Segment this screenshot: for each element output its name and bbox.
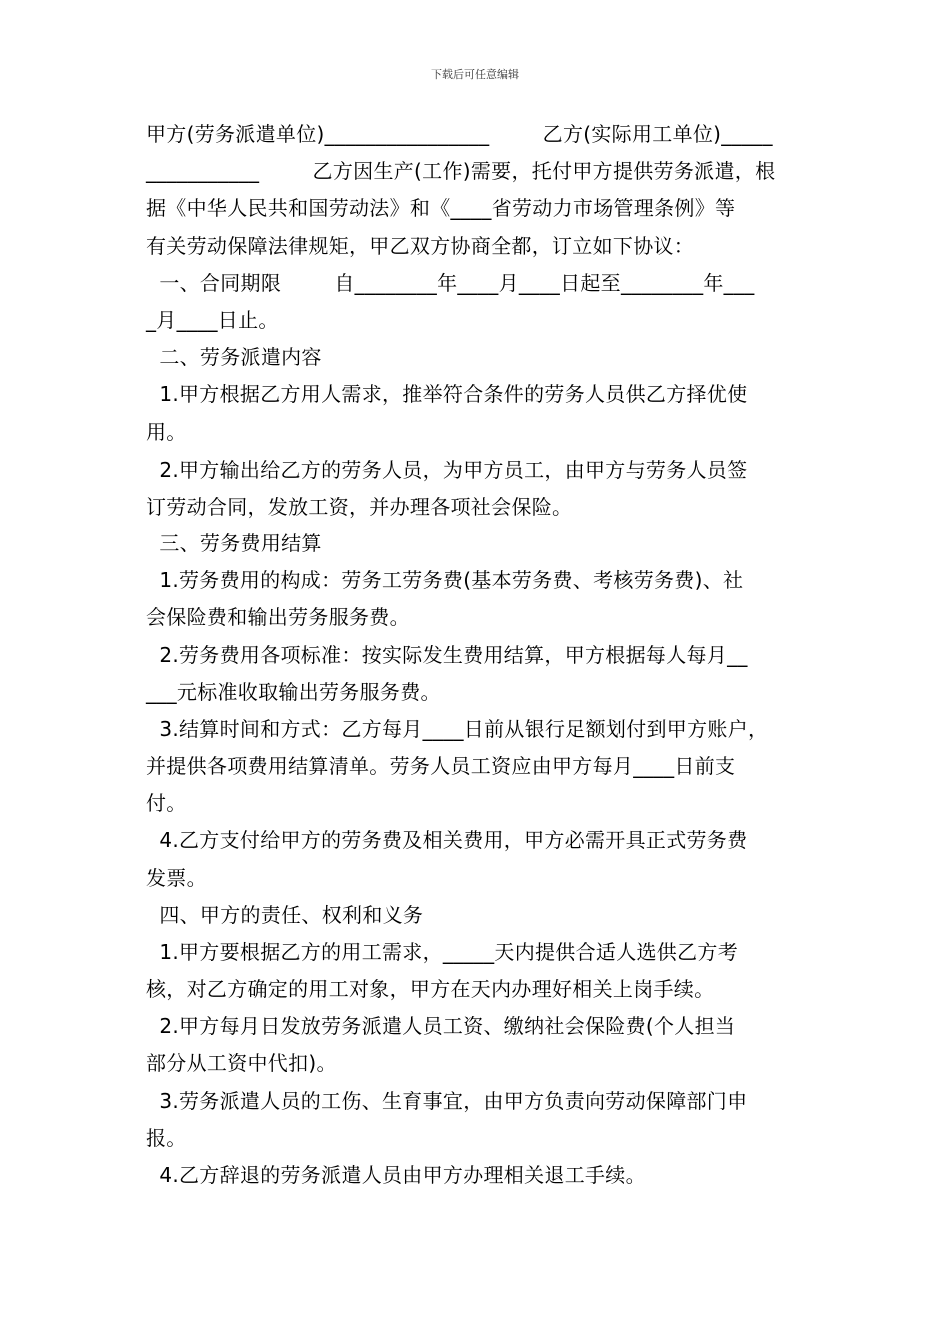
text-line: 核，对乙方确定的用工对象，甲方在天内办理好相关上岗手续。 — [146, 977, 715, 1001]
text-line: 2.甲方每月日发放劳务派遣人员工资、缴纳社会保险费(个人担当 — [146, 1014, 736, 1038]
text-line: 用。 — [146, 420, 187, 444]
text-line: 订劳动合同，发放工资，并办理各项社会保险。 — [146, 495, 573, 519]
text-line: ___________ 乙方因生产(工作)需要，托付甲方提供劳务派遣，根 — [146, 159, 776, 183]
text-line: 有关劳动保障法律规矩，甲乙双方协商全都，订立如下协议： — [146, 234, 695, 258]
text-line: 4.乙方辞退的劳务派遣人员由甲方办理相关退工手续。 — [146, 1163, 646, 1187]
text-line: 2.甲方输出给乙方的劳务人员，为甲方员工，由甲方与劳务人员签 — [146, 458, 748, 482]
text-line: 2.劳务费用各项标准：按实际发生费用结算，甲方根据每人每月__ — [146, 643, 748, 667]
text-line: 付。 — [146, 791, 187, 815]
section-heading: 三、劳务费用结算 — [146, 531, 322, 555]
text-line: 1.甲方根据乙方用人需求，推举符合条件的劳务人员供乙方择优使 — [146, 382, 748, 406]
text-line: 会保险费和输出劳务服务费。 — [146, 605, 410, 629]
text-line: ___元标准收取输出劳务服务费。 — [146, 680, 441, 704]
section-heading: 二、劳务派遣内容 — [146, 345, 322, 369]
section-heading: 四、甲方的责任、权利和义务 — [146, 903, 424, 927]
text-line: 3.劳务派遣人员的工伤、生育事宜，由甲方负责向劳动保障部门申 — [146, 1089, 748, 1113]
text-line: 一、合同期限 自________年____月____日起至________年___ — [146, 271, 755, 295]
text-line: _月____日止。 — [146, 308, 279, 332]
text-line: 报。 — [146, 1126, 187, 1150]
text-line: 据《中华人民共和国劳动法》和《____省劳动力市场管理条例》等 — [146, 196, 736, 220]
text-line: 1.甲方要根据乙方的用工需求，_____天内提供合适人选供乙方考 — [146, 940, 738, 964]
text-line: 4.乙方支付给甲方的劳务费及相关费用，甲方必需开具正式劳务费 — [146, 828, 748, 852]
text-line: 甲方(劳务派遣单位)________________ 乙方(实际用工单位)_____ — [146, 122, 773, 146]
text-line: 发票。 — [146, 866, 207, 890]
page-header-note: 下载后可任意编辑 — [431, 68, 519, 81]
text-line: 3.结算时间和方式：乙方每月____日前从银行足额划付到甲方账户， — [146, 717, 769, 741]
text-line: 部分从工资中代扣)。 — [146, 1051, 337, 1075]
text-line: 并提供各项费用结算清单。劳务人员工资应由甲方每月____日前支 — [146, 754, 736, 778]
text-line: 1.劳务费用的构成：劳务工劳务费(基本劳务费、考核劳务费)、社 — [146, 568, 744, 592]
